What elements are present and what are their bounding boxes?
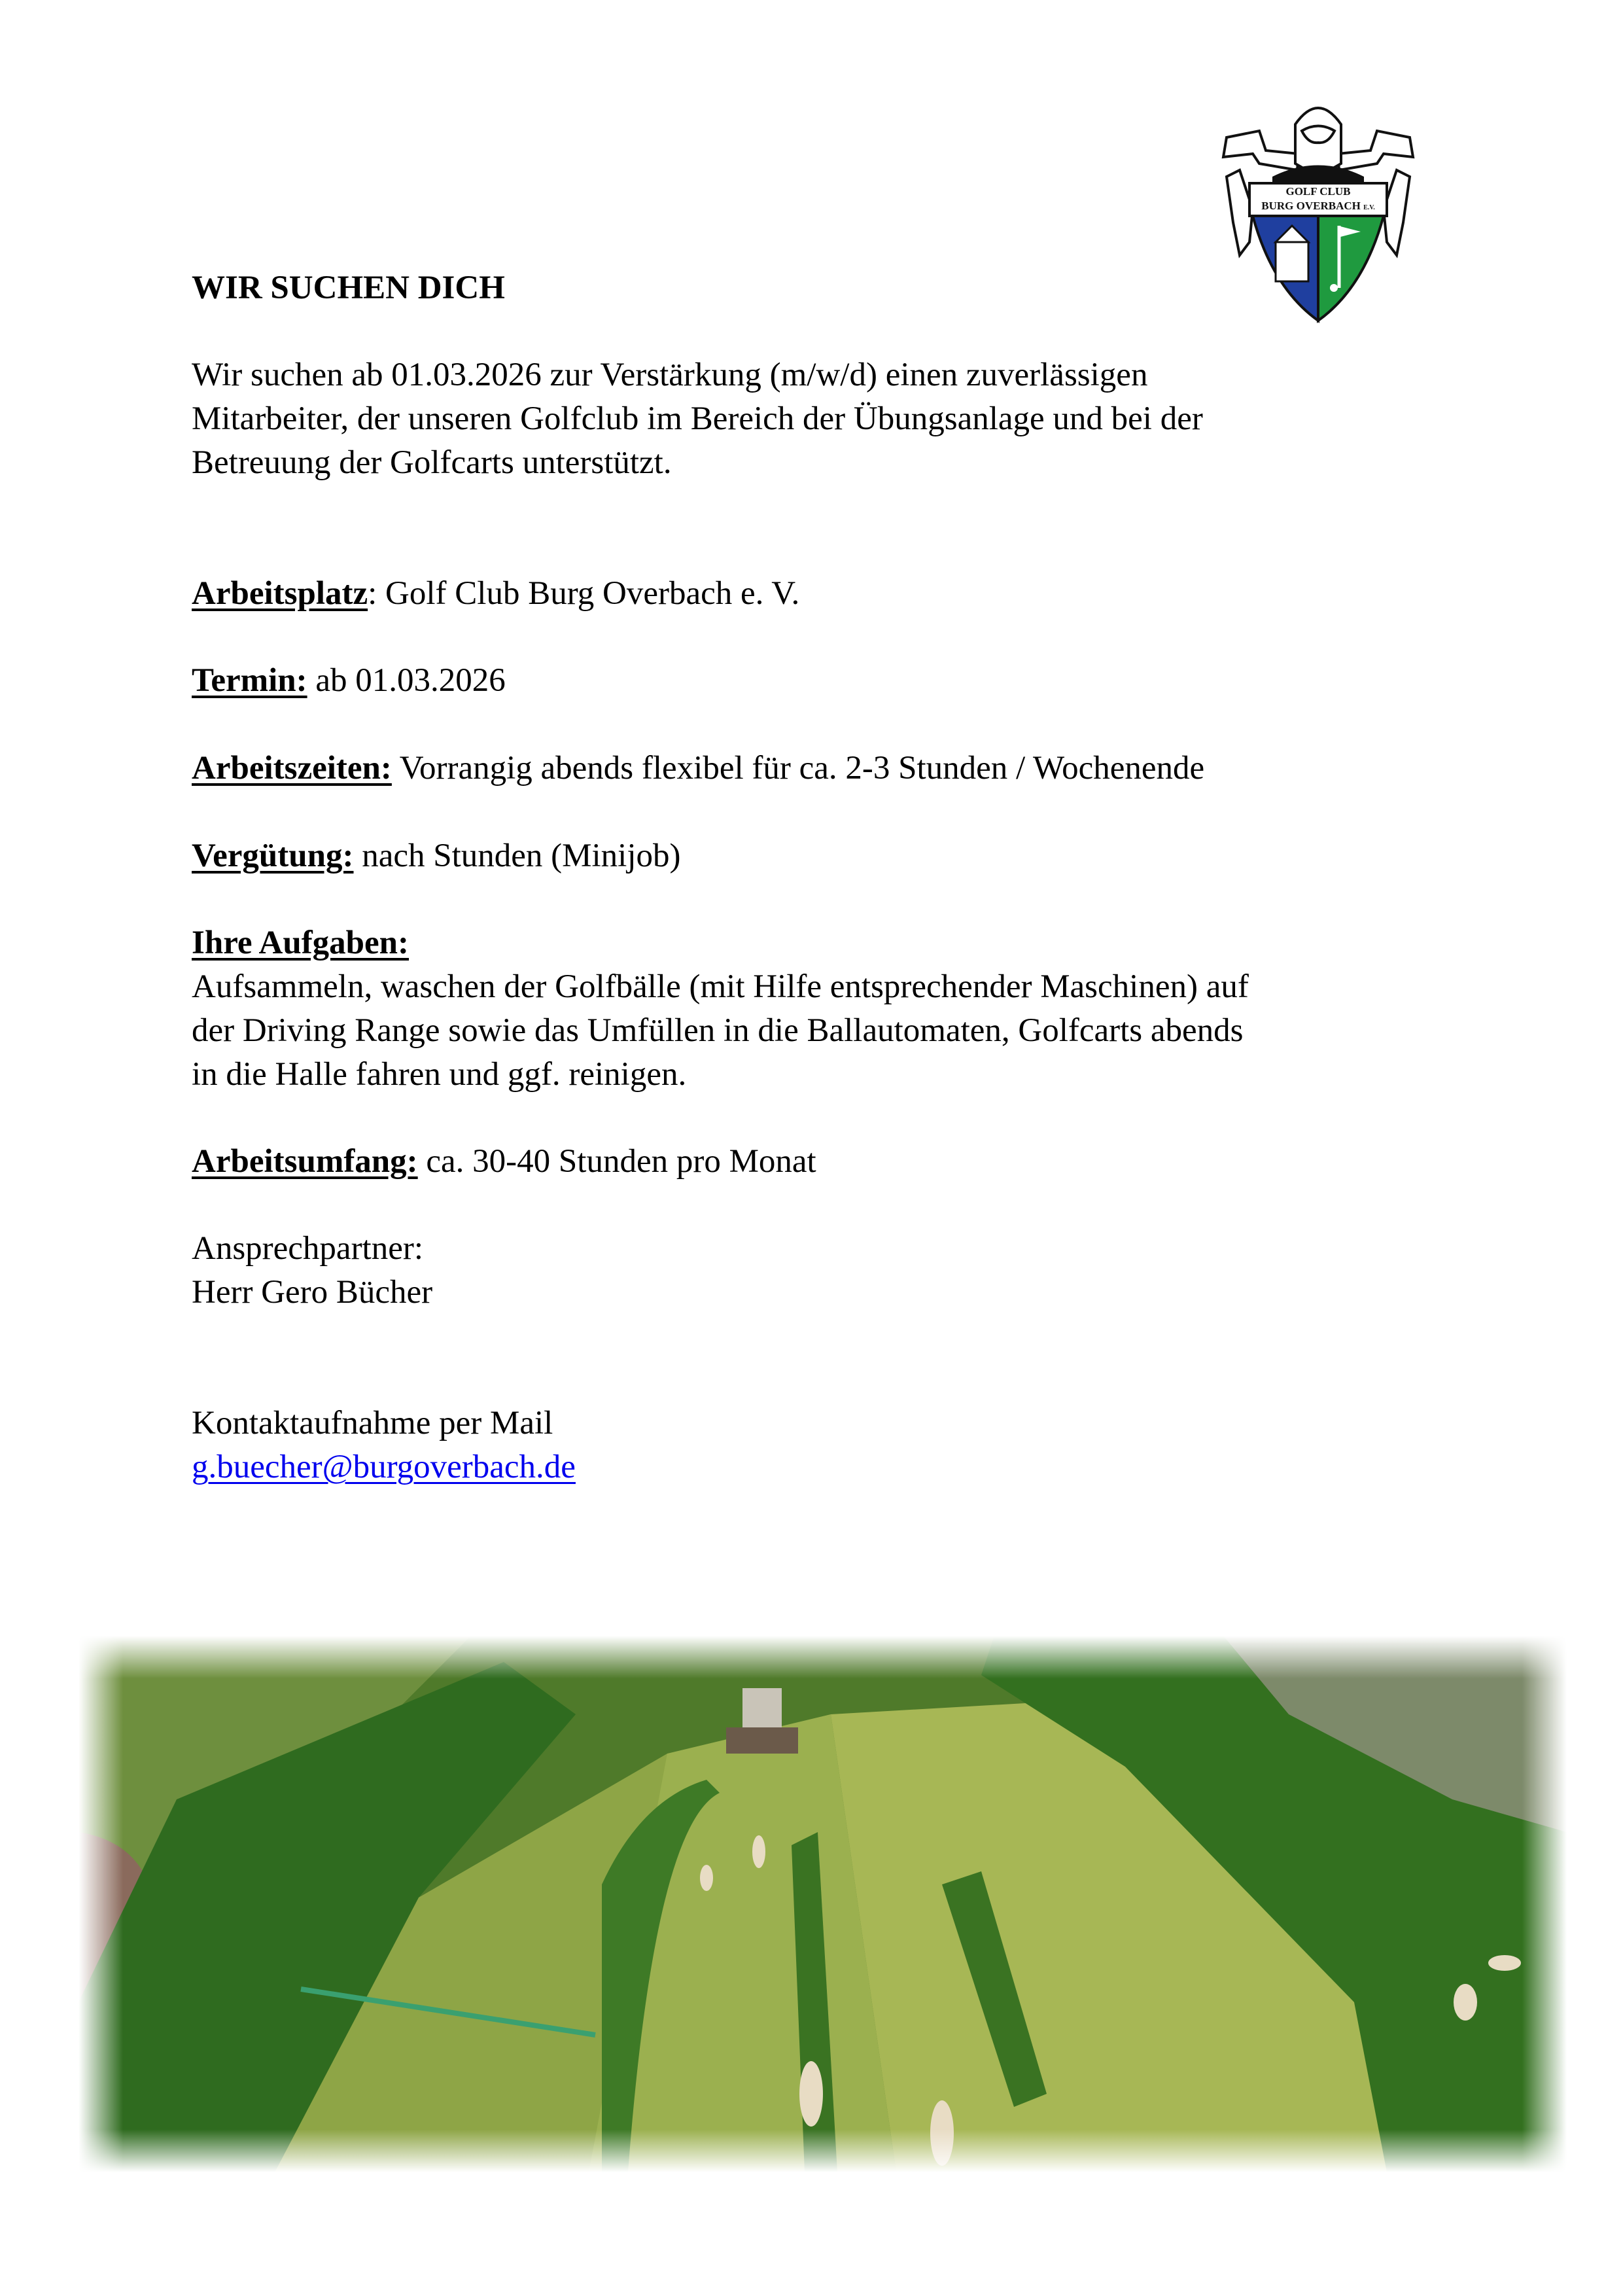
golf-course-image [79,1636,1567,2172]
aufgaben-line-1: Aufsammeln, waschen der Golfbälle (mit Hilfe entsprechender Maschinen) auf [192,968,1249,1005]
field-value-arbeitsumfang: ca. 30-40 Stunden pro Monat [417,1143,816,1180]
field-value-arbeitszeiten: Vorrangig abends flexibel für ca. 2-3 Stunden / Wochenende [391,750,1205,786]
field-sep: : [368,575,377,612]
intro-line-1: Wir suchen ab 01.03.2026 zur Verstärkung (m/w/d) einen zuverlässigen [192,357,1148,393]
intro-line-2: Mitarbeiter, der unseren Golfclub im Bereich der Übungsanlage und bei der [192,400,1203,437]
aufgaben-line-2: der Driving Range sowie das Umfüllen in die Ballautomaten, Golfcarts abends [192,1012,1244,1049]
logo-text-club: CLUB [1319,185,1351,198]
contact-label: Ansprechpartner: [192,1230,424,1267]
aerial-golf-course-photo [79,1636,1567,2172]
field-termin [192,661,506,700]
field-label-arbeitsplatz: Arbeitsplatz [192,575,368,612]
field-arbeitszeiten [192,749,1204,788]
contact-email-link[interactable]: g.buecher@burgoverbach.de [192,1449,576,1485]
field-arbeitsumfang [192,1142,816,1181]
logo-text-golf: GOLF [1285,185,1318,198]
golf-club-logo [1213,92,1423,327]
field-label-arbeitsumfang: Arbeitsumfang: [192,1143,418,1180]
contact-name: Herr Gero Bücher [192,1274,433,1311]
field-label-arbeitszeiten: Arbeitszeiten: [192,750,392,786]
field-label-termin: Termin: [192,662,307,699]
field-value-termin: ab 01.03.2026 [307,662,506,699]
aufgaben-line-3: in die Halle fahren und ggf. reinigen. [192,1056,687,1093]
field-label-aufgaben: Ihre Aufgaben: [192,925,410,961]
field-verguetung [192,836,681,875]
contact-mail-label: Kontaktaufnahme per Mail [192,1405,553,1441]
page-title: WIR SUCHEN DICH [192,270,505,306]
logo-text-burg-overbach: BURG OVERBACH [1261,200,1361,212]
field-value-arbeitsplatz: Golf Club Burg Overbach e. V. [377,575,800,612]
field-label-verguetung: Vergütung: [192,838,354,874]
field-value-verguetung: nach Stunden (Minijob) [353,838,681,874]
intro-line-3: Betreuung der Golfcarts unterstützt. [192,444,672,481]
logo-text-ev: E.V. [1363,204,1375,211]
field-arbeitsplatz [192,574,799,613]
